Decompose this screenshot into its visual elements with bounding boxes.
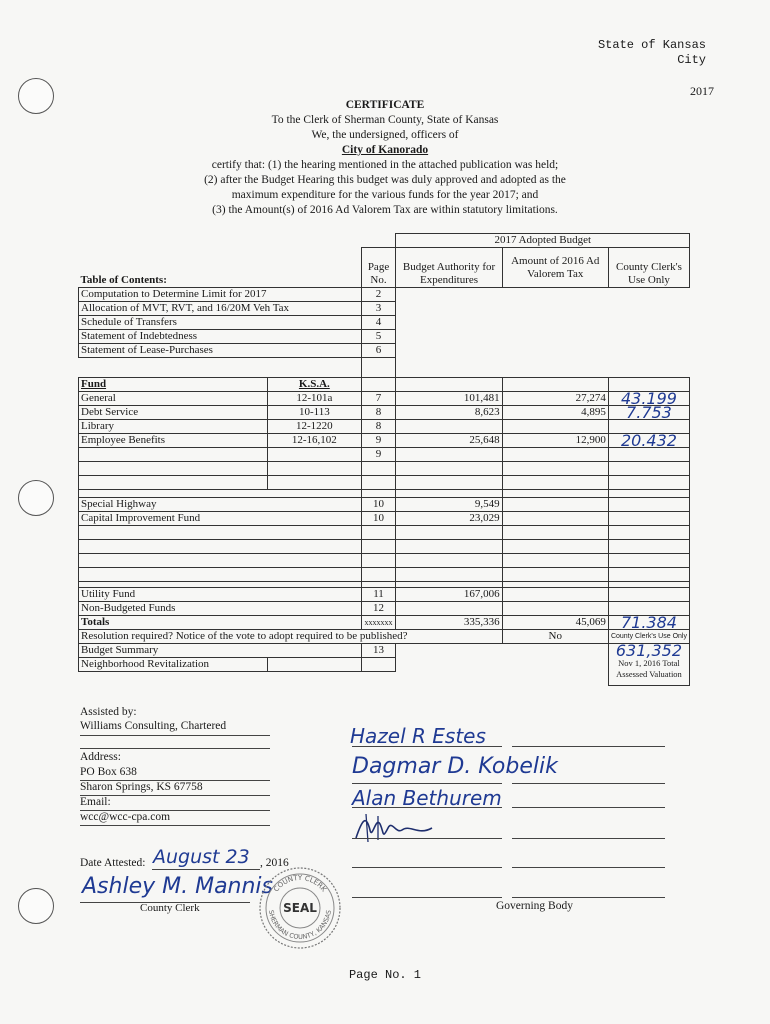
date-attested-label: Date Attested: [80,857,146,869]
certificate-line-2: We, the undersigned, officers of [311,129,459,141]
page-number: Page No. 1 [348,968,421,982]
ad-valorem-header: Amount of 2016 Ad Valorem Tax [502,248,608,288]
state-line: State of Kansas [597,38,706,52]
table-row: Non-Budgeted Funds 12 [79,602,690,616]
resolution-row: Resolution required? Notice of the vote to adopt required to be published? No County Clerk's Use Only [79,630,690,644]
table-row: Computation to Determine Limit for 2017 2 [79,288,690,302]
assisted-label: Assisted by: [80,706,137,718]
governing-body-label: Governing Body [496,900,573,912]
certificate-line-5: maximum expenditure for the various funds for the year 2017; and [231,189,539,201]
seal-center-text: SEAL [283,901,317,915]
table-row: Allocation of MVT, RVT, and 16/20M Veh Tax 3 [79,302,690,316]
table-row: Employee Benefits 12-16,102 9 25,648 12,900 20.432 [79,434,690,448]
county-clerk-label: County Clerk [140,902,200,914]
neighborhood-row: Neighborhood Revitalization Nov 1, 2016 Total Assessed Valuation [79,658,690,672]
certificate-line-1: To the Clerk of Sherman County, State of Kansas [271,114,499,126]
email-label: Email: [80,796,111,808]
address-line-2: Sharon Springs, KS 67758 [80,781,203,793]
table-row: Debt Service 10-113 8 8,623 4,895 7.753 [79,406,690,420]
certificate-title: CERTIFICATE [345,99,425,111]
punch-hole-middle [18,480,54,516]
budget-summary-row: Budget Summary 13 631,352 [79,644,690,658]
address-label: Address: [80,751,121,763]
table-row: Library 12-1220 8 [79,420,690,434]
adopted-budget-header: 2017 Adopted Budget [396,234,690,248]
table-row: Statement of Indebtedness 5 [79,330,690,344]
certificate-city: City of Kanorado [341,144,429,156]
clerk-use-header: County Clerk's Use Only [608,248,689,288]
table-row: Special Highway 10 9,549 [79,498,690,512]
date-attested-year: , 2016 [260,857,289,869]
governing-signature-1: Hazel R Estes [350,724,486,748]
address-line-1: PO Box 638 [80,766,137,778]
seal-bottom-text: SHERMAN COUNTY, KANSAS [267,909,333,942]
table-row: 9 [79,448,690,462]
budget-year: 2017 [690,84,714,98]
governing-signature-2: Dagmar D. Kobelik [352,754,558,779]
type-line: City [677,53,706,67]
table-row: Capital Improvement Fund 10 23,029 [79,512,690,526]
budget-authority-header: Budget Authority for Expenditures [396,248,502,288]
certificate-line-6: (3) the Amount(s) of 2016 Ad Valorem Tax are within statutory limitations. [212,204,558,216]
punch-hole-bottom [18,888,54,924]
email-value: wcc@wcc-cpa.com [80,811,171,823]
toc-header: Table of Contents: [80,274,167,286]
county-seal [257,865,343,951]
ksa-header: K.S.A. [268,378,361,392]
table-row: General 12-101a 7 101,481 27,274 43.199 [79,392,690,406]
governing-signature-3: Alan Bethurem [352,786,502,810]
certificate-line-4: (2) after the Budget Hearing this budget was duly approved and adopted as the [204,174,566,186]
budget-table [78,233,690,686]
totals-row: Totals xxxxxxx 335,336 45,069 71.384 [79,616,690,630]
table-row: Utility Fund 11 167,006 [79,588,690,602]
assisted-firm: Williams Consulting, Chartered [80,720,227,732]
table-row: Statement of Lease-Purchases 6 [79,344,690,358]
fund-header: Fund [79,378,268,392]
page-no-header: Page No. [361,248,396,288]
clerk-signature: Ashley M. Mannis [82,874,274,899]
date-attested-handwritten: August 23 [153,846,250,868]
table-row: Schedule of Transfers 4 [79,316,690,330]
certificate-line-3: certify that: (1) the hearing mentioned in the attached publication was held; [211,159,559,171]
seal-top-text: COUNTY CLERK [272,873,328,894]
